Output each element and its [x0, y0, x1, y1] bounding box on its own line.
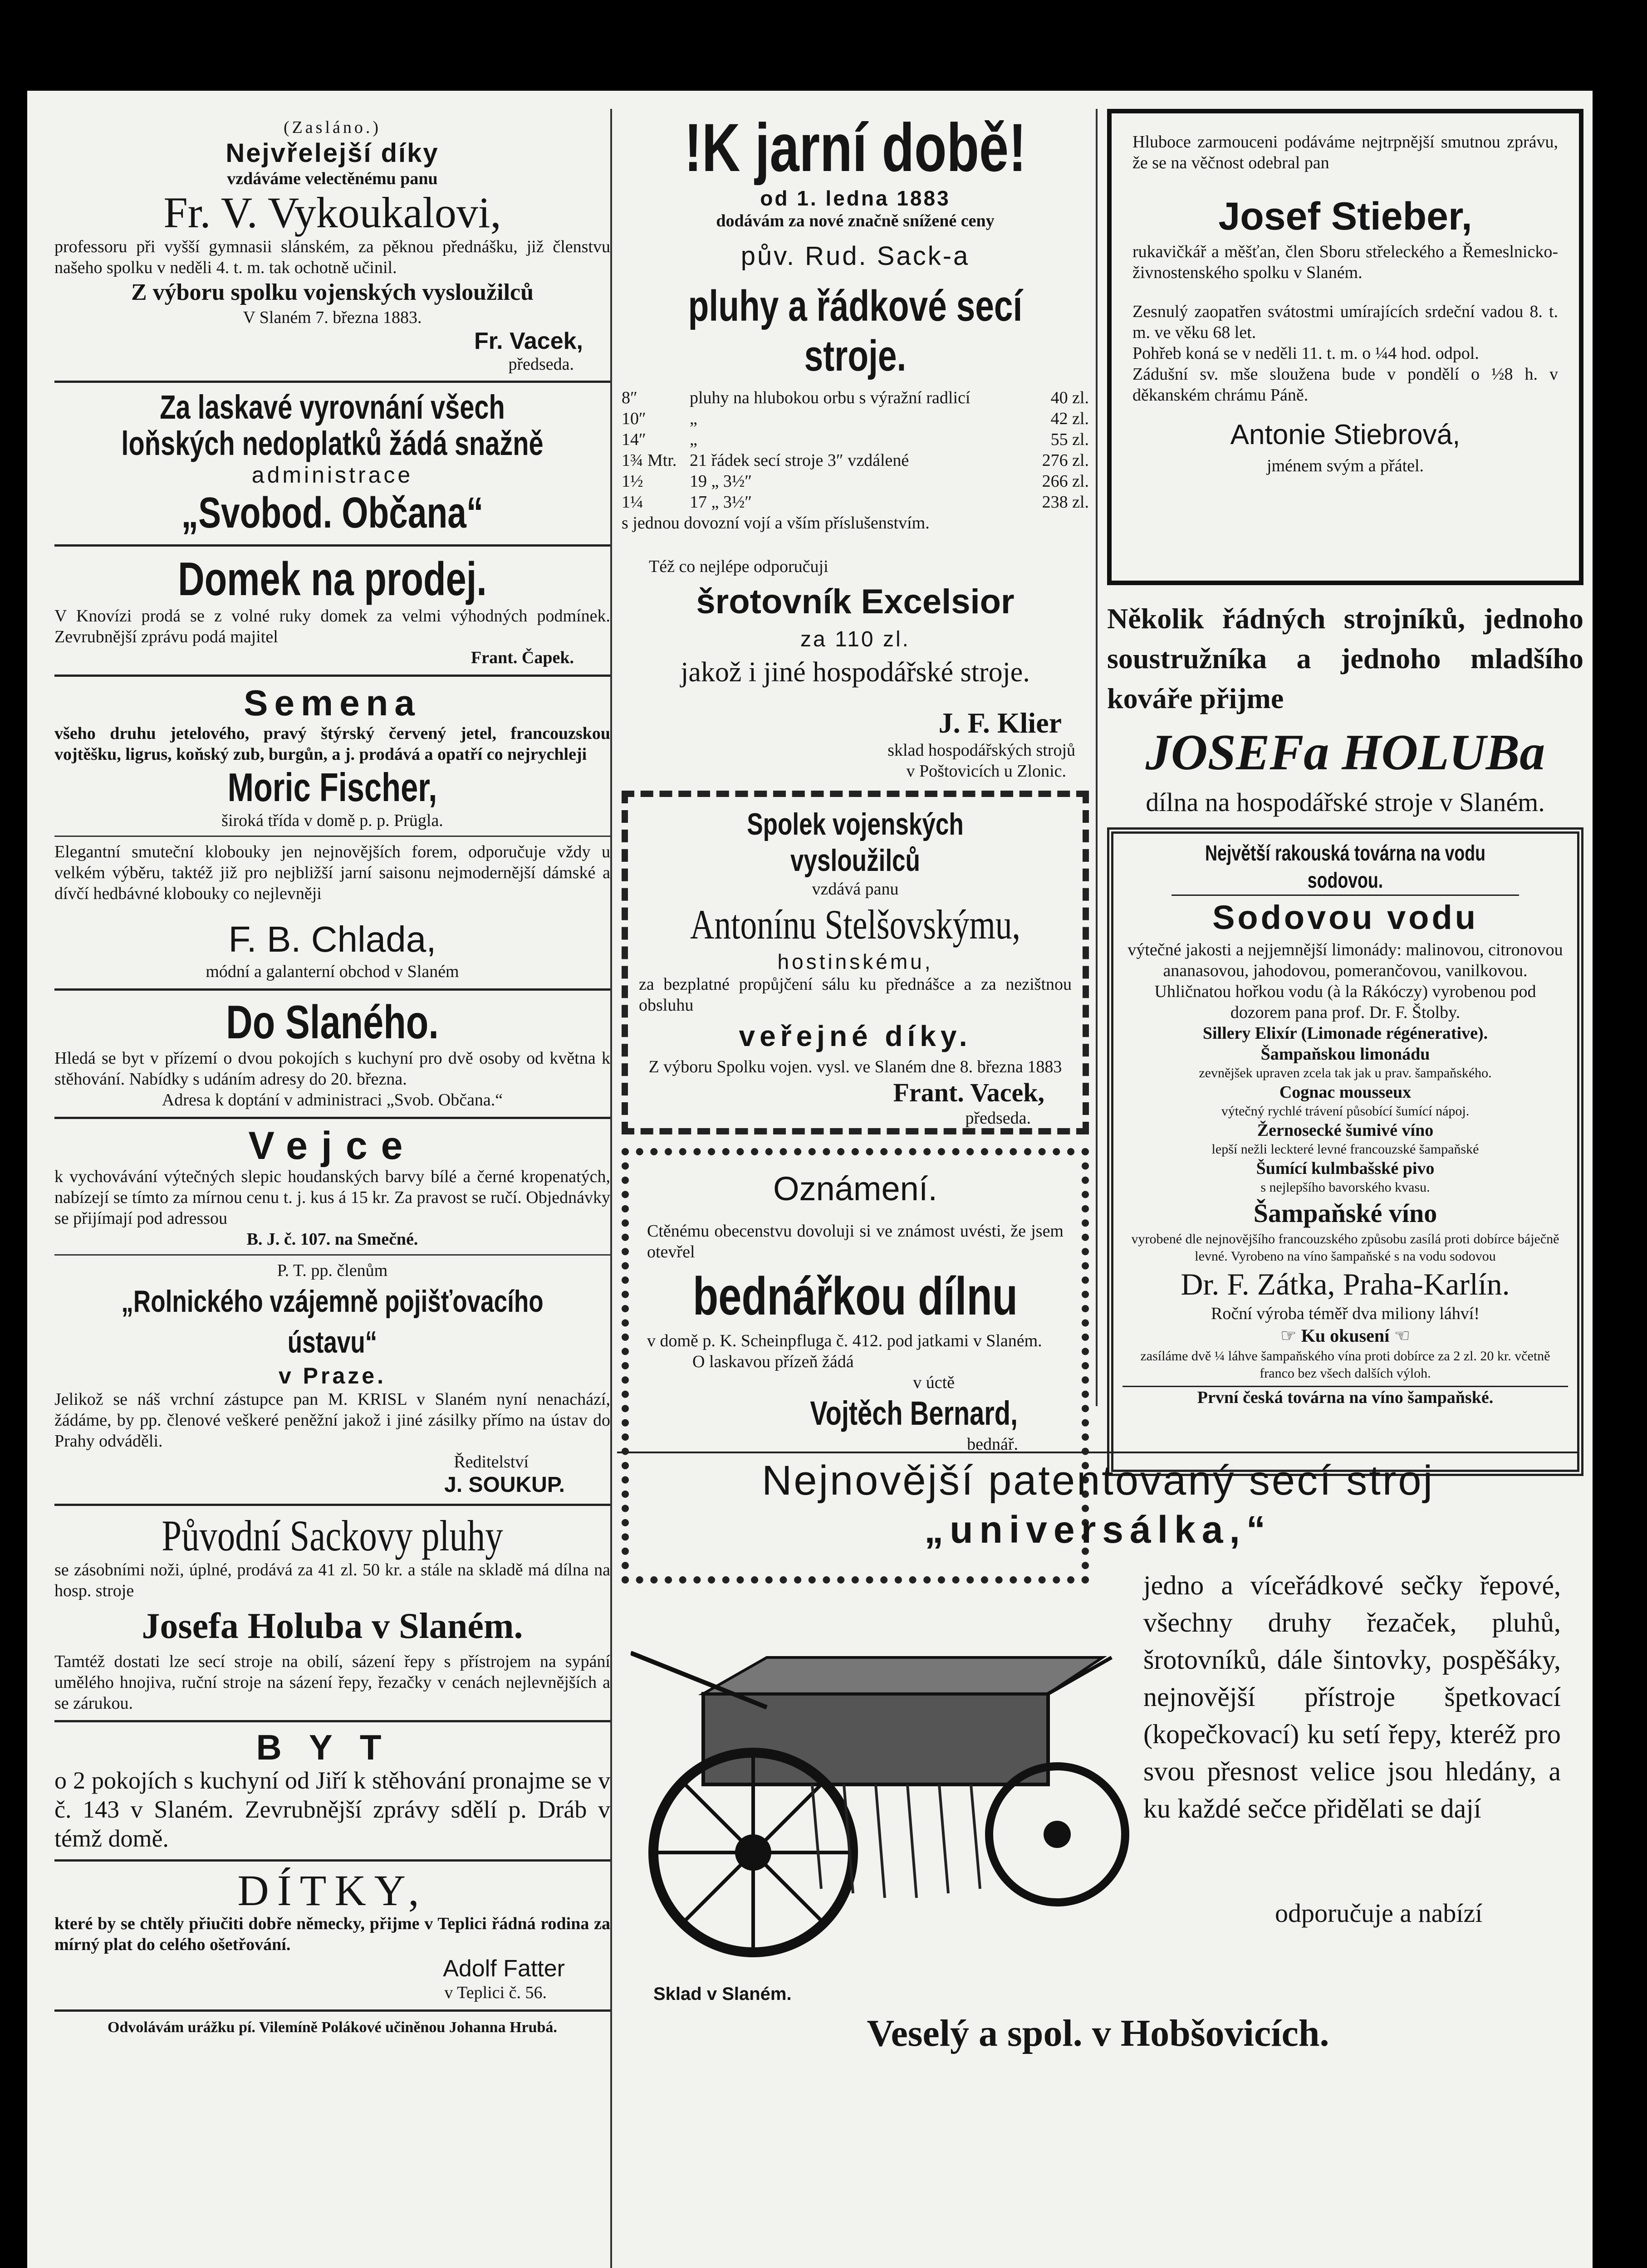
veterans-from: Z výboru Spolku vojen. vysl. ve Slaném dne 8. března 1883 — [648, 1057, 1062, 1076]
price-size: 8″ — [622, 388, 637, 407]
price-row — [622, 429, 1089, 450]
seeds-heading: Semena — [244, 683, 421, 723]
also-label: Též co nejlépe odporučuji — [649, 557, 828, 576]
soda-top: Největší rakouská továrna na vodu sodovou. — [1172, 840, 1519, 896]
pointing-hand-icon: ☞ — [1280, 1325, 1301, 1346]
price-desc: 17 „ 3½″ — [690, 493, 752, 512]
soda-line: s nejlepšího bavorského kvasu. — [1260, 1180, 1430, 1195]
middle-column — [622, 91, 1089, 1584]
price-table — [622, 387, 1089, 533]
obituary-desc: rukavičkář a měšťan, člen Sboru střeleckého a Řemeslnicko-živnostenského spolku v Slaném. — [1132, 242, 1558, 282]
insurance-city: v Praze. — [278, 1363, 386, 1388]
house-body: V Knovízi prodá se z volné ruky domek za velmi výhodných podmínek. Zevrubnější zprávu podá majitel — [54, 606, 610, 646]
eggs-addr: B. J. č. 107. na Smečné. — [246, 1230, 418, 1249]
cooper-big: bednářkou dílnu — [693, 1266, 1018, 1326]
slany-heading: Do Slaného. — [226, 996, 439, 1049]
holub-addr: dílna na hospodářské stroje v Slaném. — [1146, 787, 1545, 817]
arrears-heading: Za laskavé vyrovnání všech loňských nedoplatků žádá snažně — [121, 388, 544, 462]
obituary-sign: Antonie Stiebrová, — [1230, 419, 1461, 450]
seeds-sign: Moric Fischer, — [227, 765, 437, 810]
price-size: 10″ — [622, 409, 646, 428]
soda-line: Šampaňskou limonádu — [1260, 1045, 1430, 1064]
price-desc: 19 „ 3½″ — [690, 472, 752, 491]
soda-line: Cognac mousseux — [1279, 1083, 1412, 1102]
spring-date: od 1. ledna 1883 — [760, 186, 951, 210]
spring-heading: !K jarní době! — [684, 109, 1026, 186]
divider — [54, 2009, 610, 2012]
arrears-admin: administrace — [251, 462, 413, 488]
veterans-sign: Frant. Vacek, — [893, 1078, 1044, 1107]
veterans-sub: vzdává panu — [812, 880, 899, 899]
price-desc: „ — [690, 409, 697, 428]
obituary-body: Hluboce zarmouceni podáváme nejtrpnější smutnou zprávu, že se na věčnost odebral pan — [1132, 132, 1558, 172]
cooper-ucte: v úctě — [913, 1373, 955, 1392]
sack-name: Josefa Holuba v Slaném. — [142, 1606, 523, 1646]
sack-heading: Původní Sackovy pluhy — [162, 1511, 503, 1560]
soda-name: Dr. F. Zátka, Praha-Karlín. — [1181, 1267, 1510, 1301]
obituary-mass: Zádušní sv. mše sloužena bude v pondělí o ½8 h. v děkanském chrámu Páně. — [1132, 365, 1558, 405]
soda-line: zevnějšek upraven zcela tak jak u prav. šampaňského. — [1199, 1066, 1492, 1080]
veterans-heading: Spolek vojenských vysloužilců — [747, 807, 964, 878]
divider — [54, 988, 610, 991]
soda-output: Roční výroba téměř dva miliony láhví! — [1211, 1304, 1480, 1323]
price-desc: pluhy na hlubokou orbu s výražní radlicí — [690, 388, 971, 407]
price-size: 1¼ — [622, 493, 643, 512]
soda-line: Žernosecké šumivé víno — [1257, 1121, 1434, 1140]
klier-place: v Poštovicích u Zlonic. — [906, 762, 1066, 781]
soda-line: lepší nežli leckteré levné francouzské šampaňské — [1211, 1142, 1479, 1157]
price-size: 1½ — [622, 472, 643, 491]
soda-line: Šampaňské víno — [1253, 1198, 1437, 1228]
insurance-sign: J. SOUKUP. — [444, 1473, 565, 1497]
obituary-name: Josef Stieber, — [1218, 195, 1472, 238]
arrears-paper: „Svobod. Občana“ — [181, 489, 484, 537]
apology: Odvolávám urážku pí. Vilemíně Polákové učiněnou Johanna Hrubá. — [108, 2019, 557, 2036]
divider — [54, 1859, 610, 1862]
price-value: 42 zl. — [1050, 409, 1089, 428]
seeder-heading: Nejnovější patentovaný secí stroj — [761, 1457, 1435, 1504]
obituary-box — [1107, 109, 1583, 585]
insurance-body: Jelikož se náš vrchní zástupce pan M. KRISL v Slaném nyní nenachází, žádáme, by pp. členové veškeré peněžní jakož i jiné zásilky přímo na ústav do Prahy odváděli. — [54, 1390, 610, 1451]
soda-tasting-label: Ku okusení — [1301, 1325, 1390, 1346]
soda-line: vyrobené dle nejnovějšího francouzského způsobu zasílá proti dobírce báječně levné. Vyrobeno na víno šampaňské s na vodu sodovou — [1131, 1232, 1559, 1264]
divider — [54, 544, 610, 547]
soda-line: zasíláme dvě ¼ láhve šampaňského vína proti dobírce za 2 zl. 20 kr. včetně franco bez všech dalších výloh. — [1140, 1349, 1550, 1381]
store-label: Sklad v Slaném. — [653, 1984, 792, 2004]
klier-name: J. F. Klier — [938, 707, 1062, 739]
price-desc: „ — [690, 430, 697, 449]
price-size: 14″ — [622, 430, 646, 449]
price-row — [622, 387, 1089, 408]
right-column — [1107, 91, 1583, 1476]
holub-name: JOSEFa HOLUBa — [1145, 724, 1545, 781]
veterans-role: hostinskému, — [777, 950, 933, 973]
children-body: které by se chtěly přiučiti dobře německy, přijme v Teplici řádná rodina za mírný plat do celého ošetřování. — [54, 1914, 610, 1954]
thanks-body: professoru při vyšší gymnasii slánském, za pěknou přednášku, již členstvu našeho spolku v neděli 4. t. m. tak ochotně učinil. — [54, 237, 610, 277]
sack-body: se zásobními noži, úplné, prodává za 41 zl. 50 kr. a stále na skladě má dílna na hosp. stroje — [54, 1560, 610, 1600]
spring-orig: pův. Rud. Sack-a — [740, 241, 970, 271]
soda-line: Sillery Elixír (Limonade régénerative). — [1202, 1024, 1488, 1043]
veterans-role2: předseda. — [965, 1109, 1031, 1128]
klier-addr: sklad hospodářských strojů — [887, 741, 1075, 760]
other-machines: jakož i jiné hospodářské stroje. — [681, 657, 1030, 688]
cooper-role: bednář. — [967, 1435, 1018, 1454]
divider — [54, 1117, 610, 1119]
zaslano-label: (Zasláno.) — [283, 118, 382, 137]
price-note: s jednou dovozní vojí a vším příslušenstvím. — [622, 513, 930, 533]
children-addr: v Teplici č. 56. — [444, 1983, 547, 2002]
pt-label: P. T. pp. členům — [277, 1261, 388, 1280]
hats-addr: módní a galanterní obchod v Slaném — [206, 962, 459, 981]
slany-body: Hledá se byt v přízemí o dvou pokojích s kuchyní pro dvě osoby od května k stěhování. Nabídky s udáním adresy do 20. března. — [54, 1049, 610, 1089]
price-value: 40 zl. — [1050, 388, 1089, 407]
price-row — [622, 492, 1089, 513]
soda-line: výtečné jakosti a nejjemnější limonády: malinovou, citronovou ananasovou, jahodovou, pomerančovou, vanilkovou. — [1127, 940, 1563, 980]
thanks-heading: Nejvřelejší díky — [225, 138, 439, 168]
cooper-sign: Vojtěch Bernard, — [810, 1394, 1018, 1432]
spring-big: pluhy a řádkové secí stroje. — [688, 282, 1023, 380]
slany-addr: Adresa k doptání v administraci „Svob. Občana.“ — [162, 1090, 503, 1110]
seeder-name: „universálka,“ — [924, 1508, 1272, 1551]
obituary-body2: Zesnulý zaopatřen svátostmi umírajících srdeční vadou 8. t. m. ve věku 68 let. — [1132, 302, 1558, 342]
seeds-body: všeho druhu jetelového, pravý štýrský červený jetel, francouzskou vojtěšku, ligrus, koňský zub, burgůn, a j. prodává a opatří co nejrychleji — [54, 724, 610, 764]
holub-body: Několik řádných strojníků, jednoho soustružníka a jednoho mladšího kováře přijme — [1107, 602, 1583, 714]
seed-drill-illustration — [631, 1598, 1130, 1970]
column-rule — [610, 109, 612, 2268]
seeder-seller: Veselý a spol. v Hobšovicích. — [867, 2012, 1329, 2054]
price-desc: 21 řádek secí stroje 3″ vzdálené — [690, 451, 909, 470]
thanks-place: V Slaném 7. března 1883. — [243, 308, 422, 327]
soda-tasting — [1123, 1324, 1568, 1348]
thanks-from: Z výboru spolku vojenských vysloužilců — [131, 279, 534, 305]
obituary-role: jménem svým a přátel. — [1266, 456, 1424, 475]
price-size: 1¾ Mtr. — [622, 451, 677, 470]
soda-line: Uhličnatou hořkou vodu (à la Rákóczy) vyrobenou pod dozorem pana prof. Dr. F. Štolby. — [1154, 982, 1536, 1022]
divider — [54, 1254, 610, 1256]
soda-line: Šumící kulmbašské pivo — [1256, 1159, 1435, 1178]
insurance-from: Ředitelství — [454, 1452, 529, 1471]
cooper-addr: v domě p. K. Scheinpfluga č. 412. pod jatkami v Slaném. — [647, 1331, 1042, 1350]
flat-heading: BYT — [256, 1727, 409, 1767]
price-value: 266 zl. — [1042, 472, 1089, 491]
soda-line: výtečný rychlé trávení působící šumící nápoj. — [1221, 1104, 1470, 1119]
flat-body: o 2 pokojích s kuchyní od Jiří k stěhování pronajme se v č. 143 v Slaném. Zevrubnější zprávy sdělí p. Dráb v témž domě. — [54, 1767, 610, 1852]
thanks-name: Fr. V. Vykoukalovi, — [163, 188, 501, 237]
hats-sign: F. B. Chlada, — [228, 919, 436, 959]
mill-price: za 110 zl. — [800, 627, 910, 651]
divider — [54, 1504, 610, 1506]
soda-bottom: První česká továrna na víno šampaňské. — [1123, 1386, 1568, 1408]
price-value: 276 zl. — [1042, 451, 1089, 470]
cooper-body: Ctěnému obecenstvu dovoluji si ve známost uvésti, že jsem otevřel — [647, 1222, 1064, 1261]
pointing-hand-icon: ☜ — [1389, 1325, 1411, 1346]
insurance-heading: „Rolnického vzájemně pojišťovacího ústavu“ — [121, 1284, 544, 1359]
spring-sub: dodávám za nové značně snížené ceny — [716, 211, 995, 230]
paper-sheet — [27, 91, 1593, 2268]
veterans-thanks: veřejné díky. — [739, 1020, 972, 1052]
price-row — [622, 450, 1089, 471]
left-column — [54, 91, 610, 2037]
price-row — [622, 408, 1089, 429]
mill-name: šrotovník Excelsior — [696, 582, 1015, 621]
divider — [54, 836, 610, 837]
drill-hub — [1044, 1821, 1071, 1848]
price-row — [622, 471, 1089, 492]
divider — [54, 381, 610, 383]
thanks-sub: vzdáváme velectěnému panu — [227, 169, 438, 188]
eggs-body: k vychovávání výtečných slepic houdanských barvy bílé a černé kropenatých, nabízejí se tímto za mírnou cenu t. j. kus á 15 kr. Za pravost se ručí. Objednávky se přijímají pod adressou — [54, 1167, 610, 1228]
seeds-addr: široká třída v domě p. p. Prügla. — [221, 811, 443, 830]
obituary-funeral: Pohřeb koná se v neděli 11. t. m. o ¼4 hod. odpol. — [1132, 344, 1479, 363]
divider — [54, 1720, 610, 1722]
veterans-body: za bezplatné propůjčení sálu ku přednášce a za nezištnou obsluhu — [639, 975, 1072, 1015]
price-value: 238 zl. — [1042, 493, 1089, 512]
soda-heading: Sodovou vodu — [1212, 899, 1478, 936]
veterans-name: Antonínu Stelšovskýmu, — [690, 901, 1020, 948]
hats-body: Elegantní smuteční klobouky jen nejnovějších forem, odporučuje vždy u velkém výběru, taktéž již pro nejbližší jarní saisonu nejmodernější dámské a dívčí hedbávné klobouky co nejlevněji — [54, 842, 610, 903]
cooper-plea: O laskavou přízeň žádá — [692, 1352, 854, 1371]
divider — [54, 675, 610, 677]
sack-body2: Tamtéž dostati lze secí stroje na obilí, sázení řepy s přístrojem na sypání umělého hnojiva, ruční stroje na sázení řepy, řezačky v cenách nejlevnějších a se zárukou. — [54, 1652, 610, 1713]
price-value: 55 zl. — [1050, 430, 1089, 449]
children-heading: DÍTKY, — [237, 1866, 427, 1915]
drill-lid — [703, 1657, 1103, 1694]
thanks-signature: Fr. Vacek, — [474, 328, 583, 354]
house-sign: Frant. Čapek. — [471, 648, 574, 667]
house-heading: Domek na prodej. — [178, 553, 487, 606]
cooper-heading: Oznámení. — [773, 1170, 937, 1207]
veterans-box — [622, 791, 1089, 1134]
soda-box — [1107, 827, 1583, 1476]
column-rule — [1096, 109, 1098, 1406]
seeder-body: jedno a víceřádkové sečky řepové, všechny druhy řezaček, pluhů, šrotovníků, dále šintovky, pospěšáky, nejnovější přístroje špetkovací (kopečkovací) ku setí řepy, kteréž pro svou přesnost velice jsou hledány, a ku každé sečce přidělati se dají — [1143, 1570, 1561, 1823]
eggs-heading: Vejce — [248, 1124, 417, 1168]
seeder-recommend: odporučuje a nabízí — [1275, 1898, 1483, 1928]
bottom-banner — [617, 1452, 1579, 2054]
thanks-role: předseda. — [508, 355, 574, 374]
children-sign: Adolf Fatter — [443, 1955, 565, 1982]
